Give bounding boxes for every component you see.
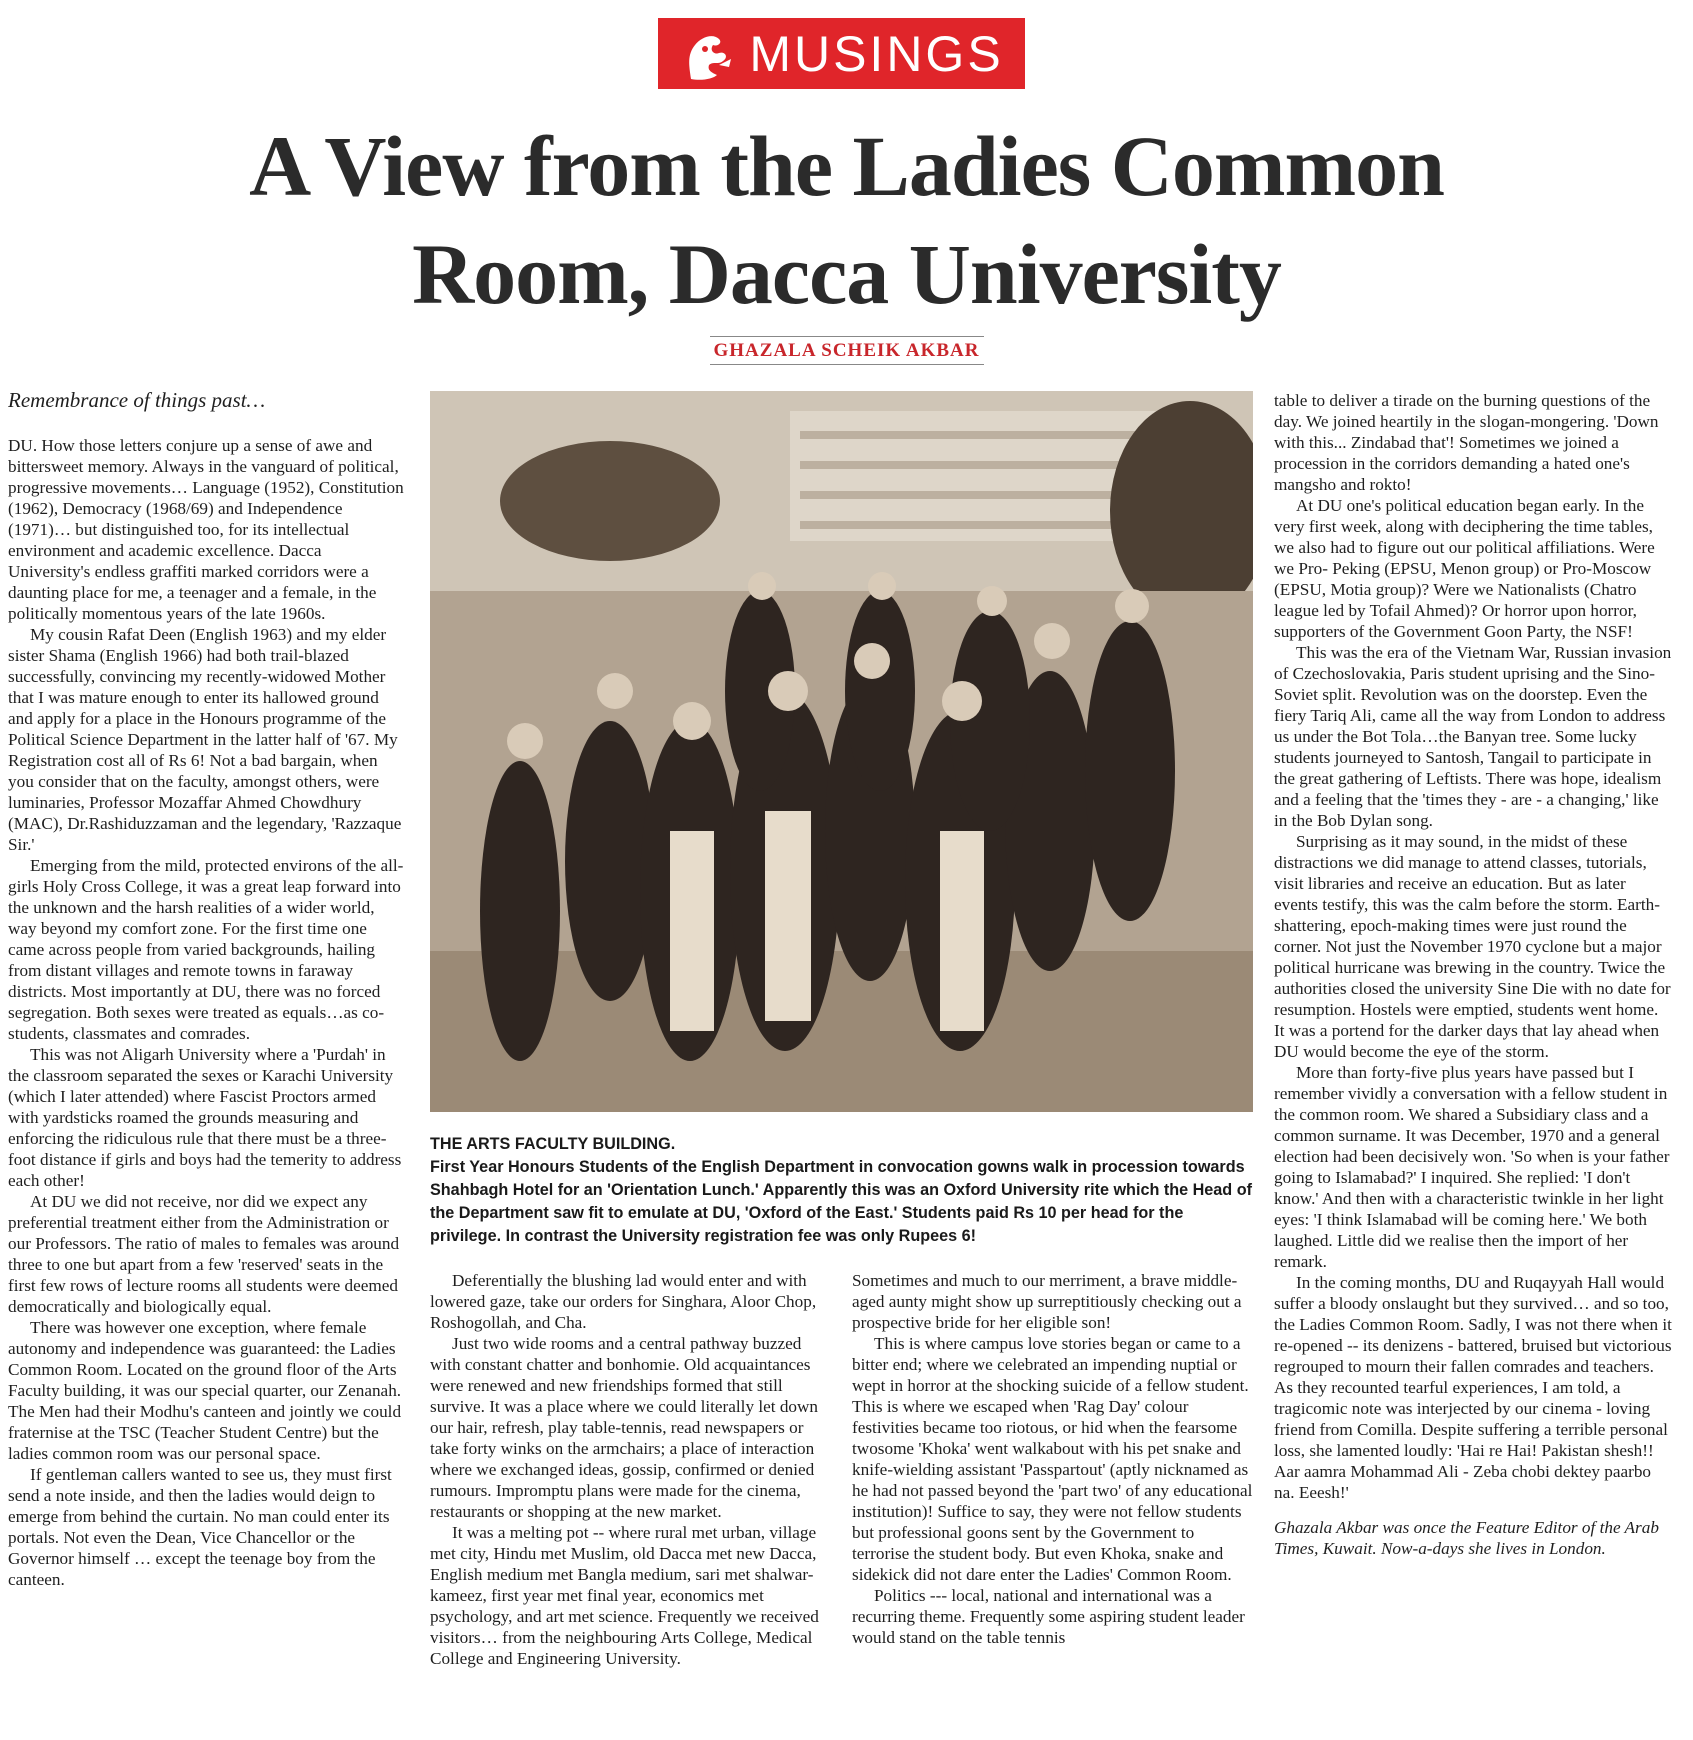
section-banner	[658, 18, 1025, 89]
paragraph: In the coming months, DU and Ruqayyah Hall would suffer a bloody onslaught but they survived… and so too, the Ladies Common Room. Sadly, I was not there when it re-opened -- its denizens - battered, bruised but victorious regrouped to mourn their fallen comrades and teachers. As they recounted tearful experiences, I am told, a tragicomic note was interjected by our cinema - loving friend from Comilla. Despite suffering a terrible personal loss, she lamented loudly: 'Hai re Hai! Pakistan shesh!! Aar aamra Mohammad Ali - Zeba chobi dektey paarbo na. Eeesh!'	[1274, 1273, 1672, 1502]
headline-line-1: A View from the Ladies Common	[249, 118, 1444, 214]
headline-line-2: Room, Dacca University	[412, 226, 1281, 322]
paragraph: Politics --- local, national and international was a recurring theme. Frequently some aspiring student leader would stand on the table tennis	[852, 1586, 1245, 1647]
author-note: Ghazala Akbar was once the Feature Editor of the Arab Times, Kuwait. Now-a-days she lives in London.	[1274, 1518, 1659, 1558]
author-name: GHAZALA SCHEIK AKBAR	[710, 336, 984, 365]
paragraph: table to deliver a tirade on the burning questions of the day. We joined heartily in the slogan-mongering. 'Down with this... Zindabad that'! Sometimes we joined a procession in the corridors demanding a hated one's mangsho and rokto!	[1274, 391, 1659, 494]
paragraph: DU. How those letters conjure up a sense of awe and bittersweet memory. Always in the vanguard of political, progressive movements… Language (1952), Constitution (1962), Democracy (1968/69) and Independence (1971)… but distinguished too, for its intellectual environment and academic excellence. Dacca University's endless graffiti marked corridors were a daunting place for me, a teenager and a female, in the politically momentous years of the late 1960s.	[8, 436, 404, 623]
article-column-1	[8, 390, 406, 1740]
paragraph: At DU one's political education began early. In the very first week, along with deciphering the time tables, we also had to figure out our political affiliations. Were we Pro- Peking (EPSU, Menon group) or Pro-Moscow (EPSU, Motia group)? Were we Nationalists (Chatro league led by Tofail Ahmed)? Or horror upon horror, supporters of the Government Goon Party, the NSF!	[1274, 496, 1655, 641]
section-label: MUSINGS	[749, 25, 1004, 82]
photo-caption	[430, 1133, 1253, 1248]
article-column-3	[852, 1270, 1253, 1740]
paragraph: There was however one exception, where female autonomy and independence was guaranteed: the Ladies Common Room. Located on the ground floor of the Arts Faculty building, it was our special quarter, our Zenanah. The Men had their Modhu's canteen and jointly we could fraternise at the TSC (Teacher Student Centre) but the ladies common room was our personal space.	[8, 1318, 402, 1463]
paragraph: Sometimes and much to our merriment, a brave middle-aged aunty might show up surreptitiously checking out a prospective bride for her eligible son!	[852, 1271, 1242, 1332]
paragraph: This was not Aligarh University where a 'Purdah' in the classroom separated the sexes or Karachi University (which I later attended) where Fascist Proctors armed with yardsticks roamed the grounds measuring and enforcing the ridiculous rule that there must be a three-foot distance if girls and boys had the temerity to address each other!	[8, 1045, 402, 1190]
byline	[0, 336, 1693, 365]
article-column-2	[430, 1270, 826, 1740]
paragraph: At DU we did not receive, nor did we expect any preferential treatment either from the Administration or our Professors. The ratio of males to females was around three to one but apart from a few 'reserved' seats in the first few rows of lecture rooms all students were deemed democratically and biologically equal.	[8, 1192, 400, 1316]
paragraph: My cousin Rafat Deen (English 1963) and my elder sister Shama (English 1966) had both trail-blazed successfully, convincing my recently-widowed Mother that I was mature enough to enter its hallowed ground and apply for a place in the Honours programme of the Political Science Department in the latter half of '67. My Registration cost all of Rs 6! Not a bad bargain, when you consider that on the faculty, amongst others, were luminaries, Professor Mozaffar Ahmed Chowdhury (MAC), Dr.Rashiduzzaman and the legendary, 'Razzaque Sir.'	[8, 625, 402, 854]
photo-illustration	[430, 391, 1253, 1112]
headline	[100, 112, 1593, 328]
paragraph: It was a melting pot -- where rural met urban, village met city, Hindu met Muslim, old Dacca met new Dacca, English medium met Bangla medium, sari met shalwar-kameez, first year met final year, economics met psychology, and art met science. Frequently we received visitors… from the neighbouring Arts College, Medical College and Engineering University.	[430, 1523, 819, 1668]
paragraph: This was the era of the Vietnam War, Russian invasion of Czechoslovakia, Paris student uprising and the Sino-Soviet split. Revolution was on the doorstep. Even the fiery Tariq Ali, came all the way from London to address us under the Bot Tola…the Banyan tree. Some lucky students journeyed to Santosh, Tangail to participate in the great gathering of Leftists. There was hope, idealism and a feeling that the 'times they - are - a changing,' like in the Bob Dylan song.	[1274, 643, 1672, 830]
caption-title: THE ARTS FACULTY BUILDING.	[430, 1135, 676, 1153]
procession-photo	[430, 391, 1253, 1112]
paragraph: Surprising as it may sound, in the midst of these distractions we did manage to attend classes, tutorials, visit libraries and receive an education. But as later events testify, this was the calm before the storm. Earth-shattering, epoch-making times were just round the corner. Not just the November 1970 cyclone but a major political hurricane was brewing in the country. Twice the authorities closed the university Sine Die with no date for resumption. Hostels were emptied, students went home. It was a portend for the darker days that lay ahead when DU would become the eye of the storm.	[1274, 832, 1671, 1061]
paragraph: Emerging from the mild, protected environs of the all-girls Holy Cross College, it was a great leap forward into the unknown and the harsh realities of a wider world, way beyond my comfort zone. For the first time one came across people from varied backgrounds, hailing from distant villages and remote towns in faraway districts. Most importantly at DU, there was no forced segregation. Both sexes were treated as equals…as co-students, classmates and comrades.	[8, 856, 404, 1043]
article-intro: Remembrance of things past…	[8, 390, 266, 412]
article-column-4	[1274, 390, 1673, 1740]
paragraph: If gentleman callers wanted to see us, they must first send a note inside, and then the ladies would deign to emerge from behind the curtain. No man could enter its portals. Not even the Dean, Vice Chancellor or the Governor himself … except the teenage boy from the canteen.	[8, 1465, 392, 1589]
paragraph: Just two wide rooms and a central pathway buzzed with constant chatter and bonhomie. Old acquaintances were renewed and new friendships formed that still survive. It was a place where we could literally let down our hair, refresh, play table-tennis, read newspapers or take forty winks on the armchairs; a place of interaction where we exchanged ideas, gossip, confirmed or denied rumours. Impromptu plans were made for the cinema, restaurants or shopping at the new market.	[430, 1334, 819, 1521]
musings-logo-icon	[679, 25, 737, 83]
paragraph: This is where campus love stories began or came to a bitter end; where we celebrated an impending nuptial or wept in horror at the shocking suicide of a fellow student. This is where we escaped when 'Rag Day' colour festivities became too riotous, or hid when the fearsome twosome 'Khoka' went walkabout with his pet snake and knife-wielding assistant 'Passpartout' (aptly nicknamed as he had not passed beyond the 'part two' of any educational institution)! Suffice to say, they were not fellow students but professional goons sent by the Government to terrorise the student body. But even Khoka, snake and sidekick did not dare enter the Ladies' Common Room.	[852, 1334, 1253, 1584]
caption-body: First Year Honours Students of the English Department in convocation gowns walk in procession towards Shahbagh Hotel for an 'Orientation Lunch.' Apparently this was an Oxford University rite which the Head of the Department saw fit to emulate at DU, 'Oxford of the East.' Students paid Rs 10 per head for the privilege. In contrast the University registration fee was only Rupees 6!	[430, 1158, 1252, 1245]
paragraph: More than forty-five plus years have passed but I remember vividly a conversation with a fellow student in the common room. We shared a Subsidiary class and a common surname. It was December, 1970 and a general election had been decisively won. 'So when is your father going to Islamabad?' I inquired. She replied: 'I don't know.' And then with a characteristic twinkle in her light eyes: 'I think Islamabad will be coming here.' We both laughed. Little did we realise then the import of her remark.	[1274, 1063, 1670, 1271]
paragraph: Deferentially the blushing lad would enter and with lowered gaze, take our orders for Singhara, Aloor Chop, Roshogollah, and Cha.	[430, 1271, 817, 1332]
